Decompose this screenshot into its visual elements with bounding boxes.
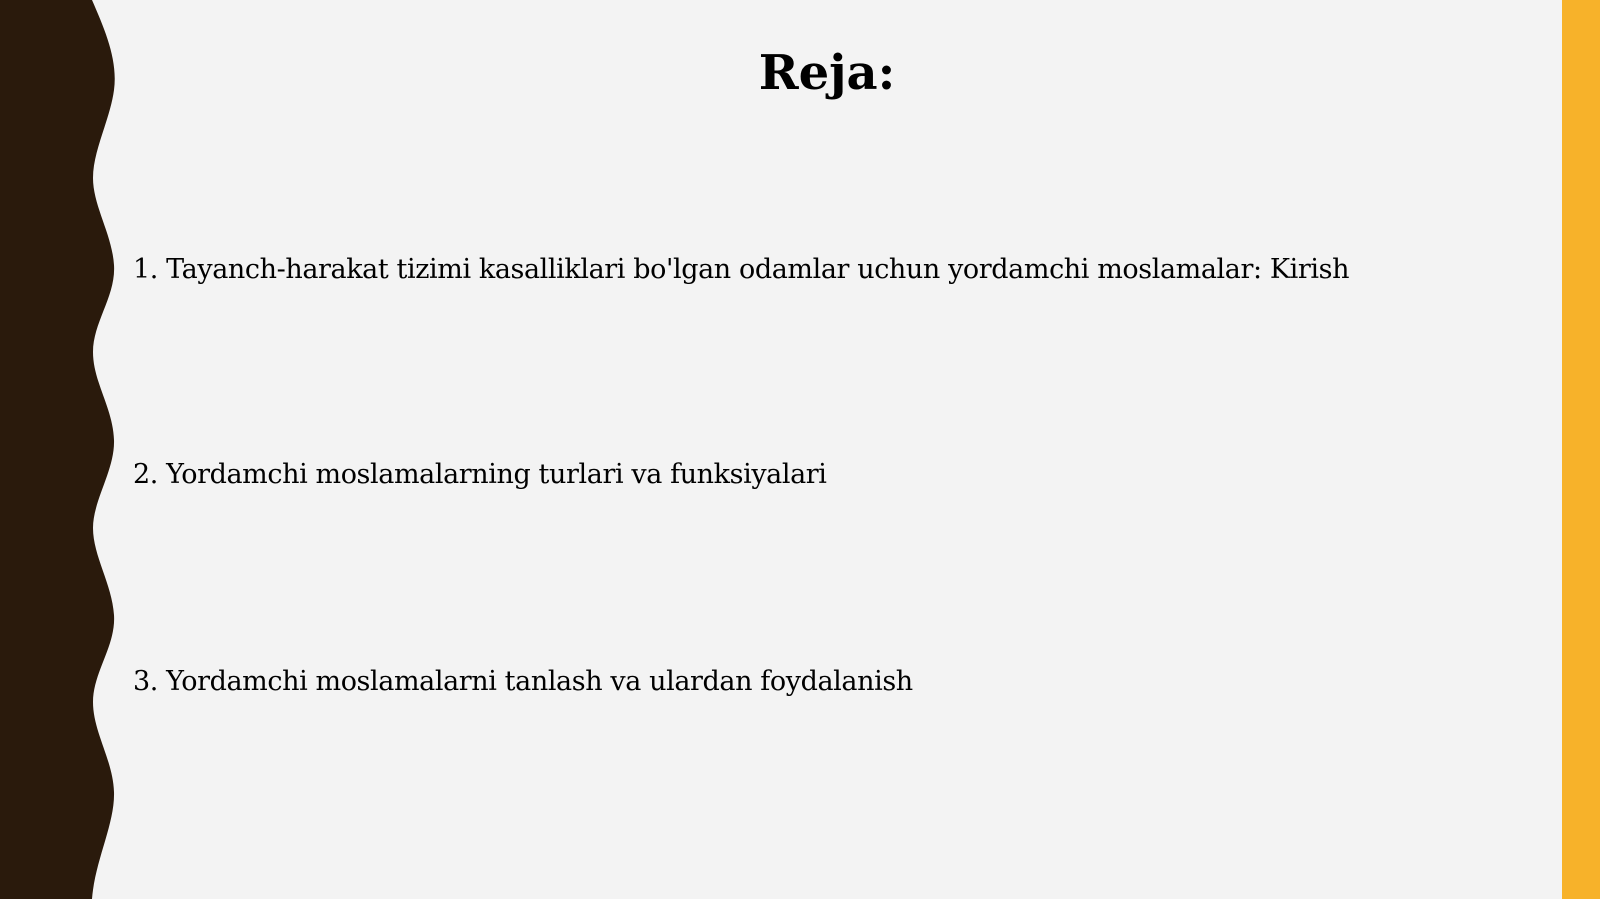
list-item: 2. Yordamchi moslamalarning turlari va funksiyalari [133,459,827,490]
accent-stripe [1562,0,1600,899]
list-item: 1. Tayanch-harakat tizimi kasalliklari bo'lgan odamlar uchun yordamchi moslamalar: Kirish [133,254,1350,285]
slide-title: Reja: [758,45,896,101]
wavy-edge-shape [0,0,115,899]
wavy-left-band [0,0,120,899]
list-item: 3. Yordamchi moslamalarni tanlash va ulardan foydalanish [133,666,913,697]
